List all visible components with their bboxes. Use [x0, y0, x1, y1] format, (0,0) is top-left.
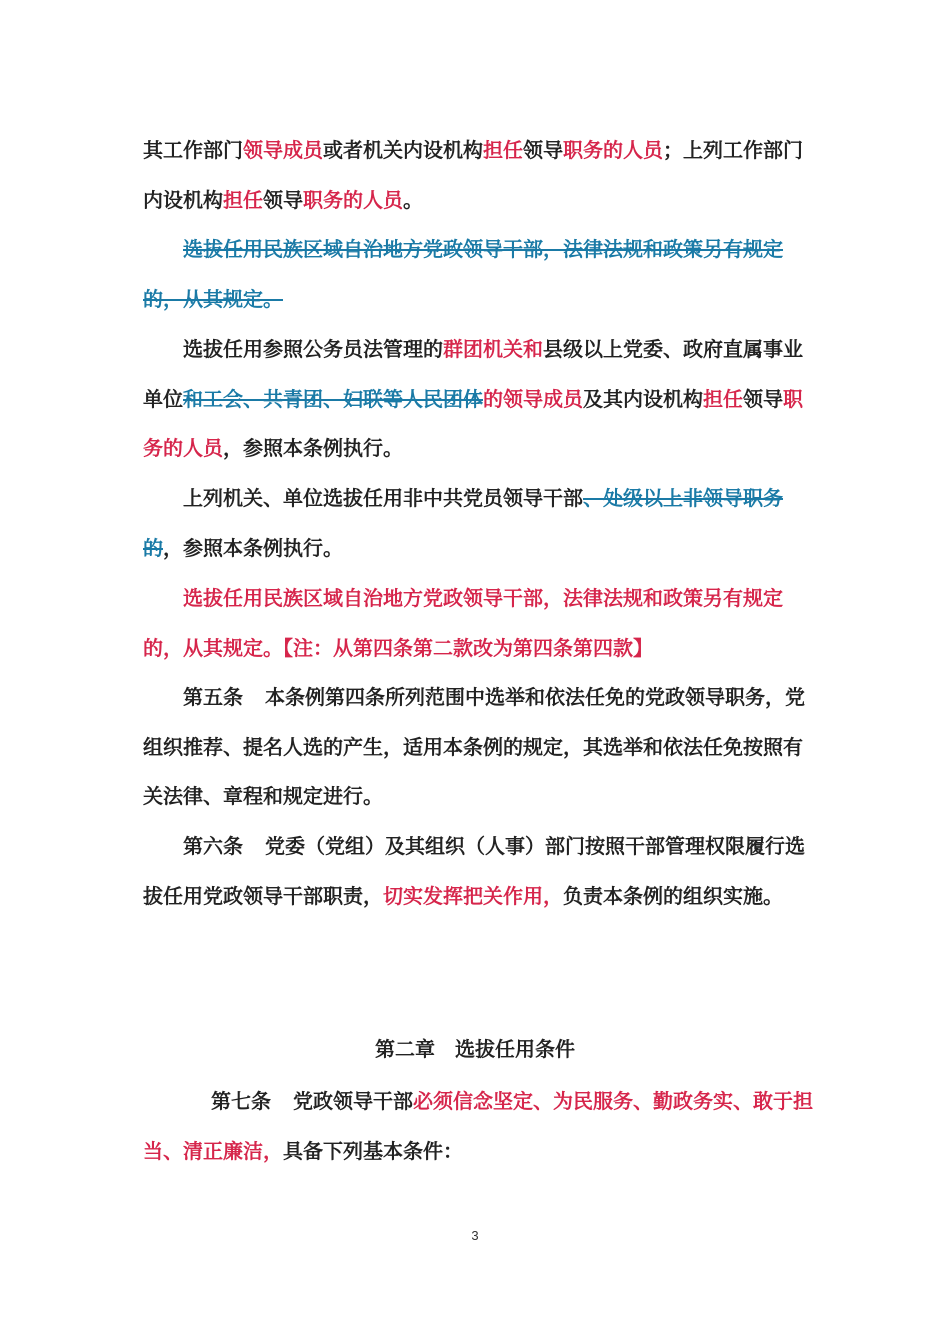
text-span: 县级以上党委、政府直属事业单位 — [143, 337, 803, 411]
text-span: 其工作部门 — [143, 138, 243, 162]
text-span: 选拔任用参照公务员法管理的 — [183, 337, 443, 361]
paragraph-2 — [143, 225, 813, 324]
text-span: ，参照本条例执行。 — [163, 535, 343, 560]
text-span: 或者机关内设机构 — [323, 138, 483, 162]
added-text: 必须信念坚定、为民服务、勤政务实、敢于担当、清正廉洁， — [143, 1089, 813, 1163]
text-span: 。 — [403, 187, 423, 212]
paragraph-3 — [143, 325, 813, 474]
added-text: 的领导成员 — [483, 386, 583, 411]
added-text: 切实发挥把关作用， — [383, 883, 563, 908]
article-5 — [143, 673, 813, 822]
article-number: 第七条 — [211, 1089, 271, 1113]
text-span: 及其内设机构 — [583, 386, 703, 411]
deleted-text: 和工会、共青团、妇联等人民团体 — [183, 386, 483, 411]
added-text: 职务的人员 — [563, 138, 663, 162]
added-text: 担任 — [703, 386, 743, 411]
page-number: 3 — [471, 1228, 479, 1243]
text-span: 领导 — [523, 138, 563, 162]
added-text: 群团机关和 — [443, 337, 543, 361]
text-span: 上列机关、单位选拔任用非中共党员领导干部 — [183, 486, 583, 510]
deleted-text: 、处级以上非领导职务的 — [143, 486, 783, 560]
chapter-heading: 第二章 选拔任用条件 — [375, 1037, 575, 1061]
text-span: 负责本条例的组织实施。 — [563, 883, 783, 908]
added-text: 选拔任用民族区域自治地方党政领导干部，法律法规和政策另有规定的，从其规定。【注：从第四条第二款改为第四条第四款】 — [143, 586, 783, 660]
article-7 — [143, 1077, 813, 1176]
added-text: 领导成员 — [243, 138, 323, 162]
added-text: 担任 — [223, 187, 263, 212]
text-span: ；上列工作部门内设机构 — [143, 138, 803, 212]
paragraph-1 — [143, 126, 813, 225]
paragraph-4 — [143, 474, 813, 573]
article-number: 第五条 — [183, 685, 243, 709]
text-span: 领导 — [263, 187, 303, 212]
article-6 — [143, 822, 813, 921]
text-span: 党委（党组）及其组织（人事）部门按照干部管理权限履行选拔任用党政领导干部职责， — [143, 834, 805, 908]
text-span: 本条例第四条所列范围中选举和依法任免的党政领导职务，党组织推荐、提名人选的产生，适用本条例的规定，其选举和依法任免按照有关法律、章程和规定进行。 — [143, 685, 805, 808]
article-number: 第六条 — [183, 834, 243, 858]
paragraph-5 — [143, 574, 813, 673]
added-text: 职务的人员 — [303, 187, 403, 212]
added-text: 担任 — [483, 138, 523, 162]
added-text: 职务的人员 — [143, 386, 803, 460]
deleted-text: 选拔任用民族区域自治地方党政领导干部，法律法规和政策另有规定的，从其规定。 — [143, 237, 783, 311]
text-span: 领导 — [743, 386, 783, 411]
text-span: 党政领导干部 — [293, 1089, 413, 1113]
text-span: ，参照本条例执行。 — [223, 436, 403, 460]
text-span: 具备下列基本条件： — [283, 1138, 463, 1163]
